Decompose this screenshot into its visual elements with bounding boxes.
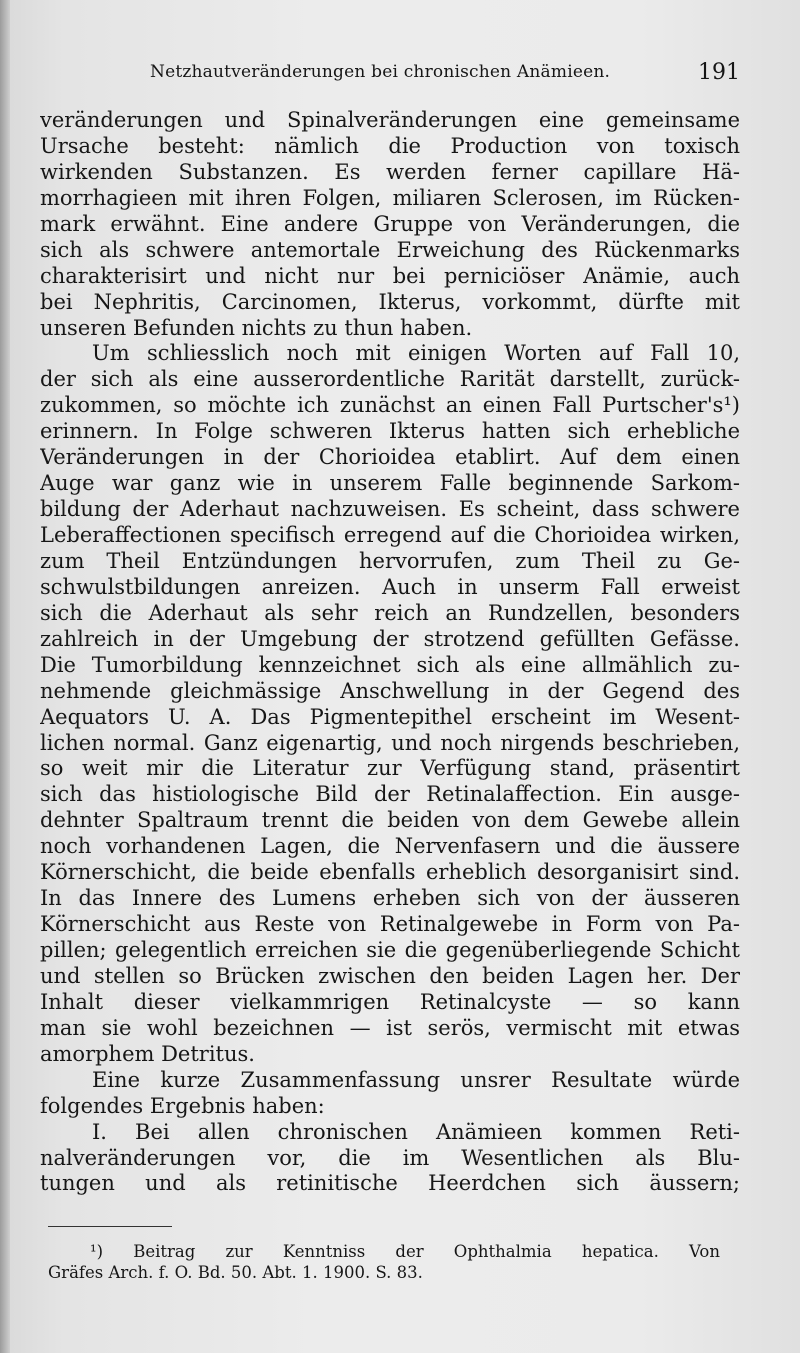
text-line: In das Innere des Lumens erheben sich von der äusseren bbox=[40, 886, 740, 911]
text-line: zum Theil Entzündungen hervorrufen, zum Theil zu Ge- bbox=[40, 548, 740, 573]
body-text bbox=[40, 108, 740, 1197]
text-line: und stellen so Brücken zwischen den beiden Lagen her. Der bbox=[40, 963, 740, 988]
text-line: folgendes Ergebnis haben: bbox=[40, 1093, 325, 1118]
text-line: sich das histiologische Bild der Retinalaffection. Ein ausge- bbox=[40, 782, 740, 807]
text-line: amorphem Detritus. bbox=[40, 1041, 255, 1066]
text-line: erinnern. In Folge schweren Ikterus hatten sich erhebliche bbox=[40, 419, 740, 444]
text-line: zahlreich in der Umgebung der strotzend gefüllten Gefässe. bbox=[40, 626, 740, 651]
text-line: bei Nephritis, Carcinomen, Ikterus, vorkommt, dürfte mit bbox=[40, 289, 740, 314]
text-line: so weit mir die Literatur zur Verfügung stand, präsentirt bbox=[40, 756, 740, 781]
text-line: veränderungen und Spinalveränderungen eine gemeinsame bbox=[40, 108, 740, 132]
text-line: pillen; gelegentlich erreichen sie die gegenüberliegende Schicht bbox=[40, 938, 740, 962]
text-line: Um schliesslich noch mit einigen Worten auf Fall 10, bbox=[92, 341, 740, 366]
text-line: noch vorhandenen Lagen, die Nervenfasern und die äussere bbox=[40, 834, 740, 859]
text-line: unseren Befunden nichts zu thun haben. bbox=[40, 315, 473, 340]
running-title: Netzhautveränderungen bei chronischen Anämieen. bbox=[150, 62, 611, 82]
footnote bbox=[48, 1241, 720, 1283]
text-line: Aequators U. A. Das Pigmentepithel erscheint im Wesent- bbox=[40, 704, 740, 729]
text-line: morrhagieen mit ihren Folgen, miliaren Sclerosen, im Rücken- bbox=[40, 185, 740, 210]
text-line: dehnter Spaltraum trennt die beiden von dem Gewebe allein bbox=[40, 808, 740, 833]
text-line: zukommen, so möchte ich zunächst an einen Fall Purtscher's¹) bbox=[40, 393, 740, 418]
text-line: sich als schwere antemortale Erweichung des Rückenmarks bbox=[40, 237, 740, 262]
text-line: Körnerschicht aus Reste von Retinalgewebe in Form von Pa- bbox=[40, 912, 740, 937]
text-line: bildung der Aderhaut nachzuweisen. Es scheint, dass schwere bbox=[40, 497, 740, 522]
text-line: mark erwähnt. Eine andere Gruppe von Veränderungen, die bbox=[40, 211, 740, 236]
page-header bbox=[150, 62, 740, 92]
page-gutter bbox=[0, 0, 10, 1353]
text-line: Die Tumorbildung kennzeichnet sich als eine allmählich zu- bbox=[40, 652, 740, 677]
text-line: Ursache besteht: nämlich die Production von toxisch bbox=[40, 133, 740, 158]
text-line: I. Bei allen chronischen Anämieen kommen Reti- bbox=[92, 1119, 740, 1144]
text-line: lichen normal. Ganz eigenartig, und noch nirgends beschrieben, bbox=[40, 730, 740, 755]
text-line: Körnerschicht, die beide ebenfalls erheblich desorganisirt sind. bbox=[40, 860, 740, 885]
text-line: tungen und als retinitische Heerdchen sich äussern; bbox=[40, 1171, 740, 1196]
text-line: schwulstbildungen anreizen. Auch in unserm Fall erweist bbox=[40, 574, 740, 599]
text-line: der sich als eine ausserordentliche Rarität darstellt, zurück- bbox=[40, 367, 740, 392]
text-line: Leberaffectionen specifisch erregend auf die Chorioidea wirken, bbox=[40, 523, 740, 547]
footnote-divider bbox=[48, 1226, 172, 1227]
text-line: charakterisirt und nicht nur bei perniciöser Anämie, auch bbox=[40, 263, 740, 288]
page-number: 191 bbox=[698, 60, 740, 85]
text-line: nehmende gleichmässige Anschwellung in der Gegend des bbox=[40, 678, 740, 703]
footnote-line: Gräfes Arch. f. O. Bd. 50. Abt. 1. 1900. S. 83. bbox=[48, 1263, 423, 1282]
text-line: nalveränderungen vor, die im Wesentlichen als Blu- bbox=[40, 1145, 740, 1170]
text-line: man sie wohl bezeichnen — ist serös, vermischt mit etwas bbox=[40, 1015, 740, 1040]
footnote-line: ¹) Beitrag zur Kenntniss der Ophthalmia hepatica. Von bbox=[90, 1242, 720, 1261]
text-line: wirkenden Substanzen. Es werden ferner capillare Hä- bbox=[40, 159, 740, 184]
text-line: Eine kurze Zusammenfassung unsrer Resultate würde bbox=[92, 1067, 740, 1092]
text-line: Veränderungen in der Chorioidea etablirt. Auf dem einen bbox=[40, 445, 740, 470]
text-line: sich die Aderhaut als sehr reich an Rundzellen, besonders bbox=[40, 600, 740, 625]
text-line: Auge war ganz wie in unserem Falle beginnende Sarkom- bbox=[40, 471, 740, 496]
text-line: Inhalt dieser vielkammrigen Retinalcyste — so kann bbox=[40, 989, 740, 1014]
